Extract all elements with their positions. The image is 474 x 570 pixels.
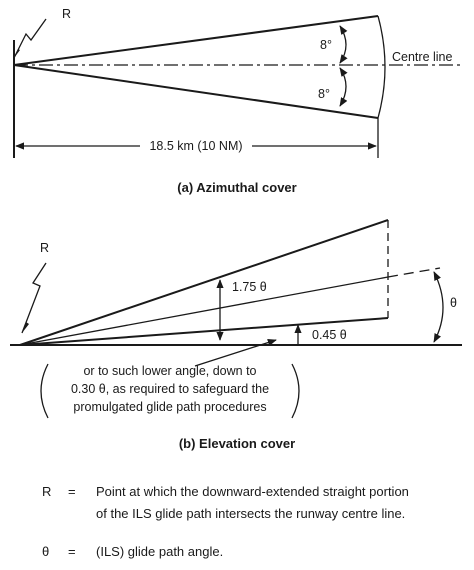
note-left-bracket: [41, 364, 48, 418]
legend-theta-symbol: θ: [42, 544, 50, 559]
elevation-caption: (b) Elevation cover: [178, 436, 296, 451]
azimuth-point-r-label: R: [62, 7, 72, 21]
legend: [42, 484, 409, 559]
note-line-3: promulgated glide path procedures: [73, 400, 267, 414]
glide-path-extension: [388, 268, 440, 277]
upper-angle-label: 8°: [320, 38, 332, 52]
legend-theta-equals: =: [68, 544, 76, 559]
lower-angle-arc: [340, 68, 346, 106]
theta-label: θ: [450, 296, 457, 310]
legend-r-line-1: Point at which the downward-extended straight portion: [96, 484, 409, 499]
legend-theta-text: (ILS) glide path angle.: [96, 544, 224, 559]
lower-angle-label: 0.45 θ: [312, 328, 347, 342]
upper-angle-label: 1.75 θ: [232, 280, 267, 294]
theta-angle-arc: [434, 272, 443, 342]
legend-r-equals: =: [68, 484, 76, 499]
azimuth-range-arc: [378, 16, 385, 118]
centre-line-label: Centre line: [392, 50, 453, 64]
upper-angle-arc: [340, 26, 346, 63]
azimuthal-cover-diagram: [14, 7, 460, 195]
legend-r-line-2: of the ILS glide path intersects the runway centre line.: [96, 506, 406, 521]
note-pointer-arrow: [195, 340, 276, 366]
azimuth-r-lightning-icon: [14, 19, 46, 58]
elevation-cover-diagram: [10, 220, 462, 451]
note-line-2: 0.30 θ, as required to safeguard the: [70, 382, 270, 396]
elevation-r-lightning-icon: [22, 263, 46, 333]
upper-coverage-boundary: [20, 220, 388, 345]
note-right-bracket: [292, 364, 299, 418]
azimuthal-caption: (a) Azimuthal cover: [177, 180, 297, 195]
distance-label: 18.5 km (10 NM): [149, 139, 243, 153]
lower-angle-label: 8°: [318, 87, 330, 101]
legend-r-symbol: R: [42, 484, 52, 499]
elevation-r-arrowhead: [22, 322, 29, 333]
note-line-1: or to such lower angle, down to: [83, 364, 257, 378]
elevation-point-r-label: R: [40, 241, 50, 255]
